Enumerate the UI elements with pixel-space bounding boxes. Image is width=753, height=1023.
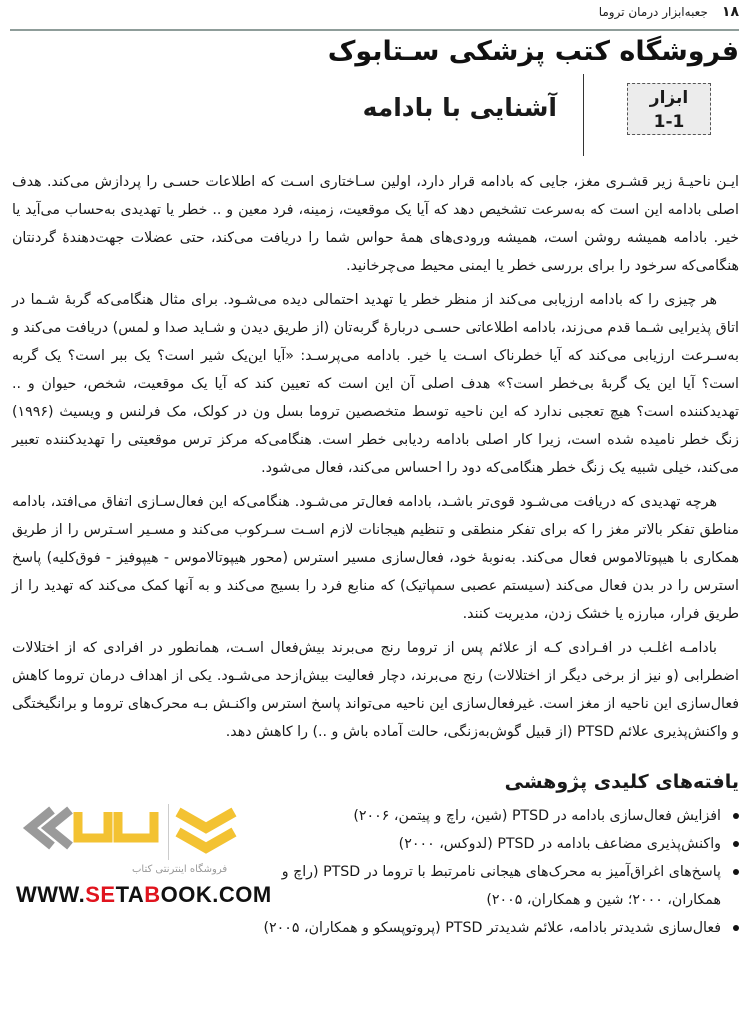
logo-url — [16, 882, 272, 908]
running-head — [599, 4, 739, 20]
setabook-logo-icon — [12, 802, 242, 862]
page-number: ۱۸ — [721, 4, 739, 20]
url-part: TA — [115, 882, 145, 907]
findings-heading: یافته‌های کلیدی پژوهشی — [504, 771, 739, 793]
divider — [583, 74, 584, 156]
tool-title: آشنایی با بادامه — [362, 93, 557, 122]
findings-list — [254, 802, 739, 942]
list-item: پاسخ‌های اغراق‌آمیز به محرک‌های هیجانی نامرتبط با تروما در PTSD (راچ و همکاران، ۲۰۰۰؛ شین و همکاران، ۲۰۰۵) — [254, 858, 721, 914]
watermark-logo — [12, 802, 272, 914]
findings-section — [12, 802, 739, 942]
paragraph-2: هر چیزی را که بادامه ارزیابی می‌کند از منظر خطر یا تهدید احتمالی دیده می‌شـود. برای مثال هنگامی‌که گربهٔ شـما در اتاق پذیرایی شـما قدم می‌زند، بادامه اطلاعاتی حسـی دربارهٔ گربه‌تان (از طریق دیدن و شـاید صدا و لمس) دریافت می‌کند و به‌سـرعت ارزیابی می‌کند که آیا خطرناک اسـت یا خیر. بادامه می‌پرسـد: «آیا این‌یک شیر است؟ یک ببر است؟ یک گربه است؟ آیا این یک گربهٔ بی‌خطر است؟» هدف اصلی آن این است که تعیین کند که آیا یک موقعیت، شخص، حیوان و .. تهدیدکننده است؟ هیچ تعجبی ندارد که این ناحیه توسط متخصصین تروما بسل ون در کولک، مک فرلنس و ویسیث (۱۹۹۶) زنگ خطر نامیده شده است، زیرا کار اصلی بادامه ردیابی خطر است. هنگامی‌که مرکز ترس موقعیتی را تهدیدکننده تعبیر می‌کند، خیلی شبیه یک زنگ خطر هنگامی‌که دود را احساس می‌کند، فعال می‌شود. — [12, 292, 739, 476]
paragraph-1: ایـن ناحیـهٔ زیر قشـری مغز، جایی که بادامه قرار دارد، اولین سـاختاری اسـت که اطلاعات حسـی را پردازش می‌کند. هدف اصلی بادامه این است که به‌سرعت تشخیص دهد که آیا یک موقعیت، زمینه، فرد معین و .. خطر یا تهدیدی به‌حساب می‌آید یا خیر. بادامه همیشه روشن است، همیشه ورودی‌های همهٔ حواس شما را دریافت می‌کند، حتی عضلات جهت‌دهندهٔ گردنتان هنگامی‌که سرخود را برای بررسی خطر یا ایمنی محیط می‌چرخانید. — [12, 174, 739, 274]
tool-number: 1-1 — [653, 112, 685, 132]
list-item: افزایش فعال‌سازی بادامه در PTSD (شین، راچ و پیتمن، ۲۰۰۶) — [254, 802, 721, 830]
list-item: واکنش‌پذیری مضاعف بادامه در PTSD (لدوکس، ۲۰۰۰) — [254, 830, 721, 858]
url-part: B — [144, 882, 161, 907]
url-part: SE — [85, 882, 116, 907]
tool-label: ابزار — [649, 88, 689, 108]
logo-tagline: فروشگاه اینترنتی کتاب — [132, 864, 228, 875]
url-part: WWW. — [16, 882, 86, 907]
book-title: جعبه‌ابزار درمان تروما — [598, 5, 708, 19]
header-rule — [10, 29, 739, 31]
paragraph-3: هرچه تهدیدی که دریافت می‌شـود قوی‌تر باشـد، بادامه فعال‌تر می‌شـود. هنگامی‌که این فعال‌سـازی اتفاق می‌افتد، بادامه مناطق تفکر بالاتر مغز را که برای تفکر منطقی و تنظیم هیجانات لازم اسـت سـرکوب می‌کند و مسـیر اسـترس را از طریق همکاری با هیپوتالاموس فعال می‌کند. به‌نوبهٔ خود، فعال‌سازی مسیر استرس (محور هیپوتالاموس - هیپوفیز - فوق‌کلیه) پاسخ استرس را در بدن فعال می‌کند (سیستم عصبی سمپاتیک) که منابع فرد را بسیج می‌کند و به آنها کمک می‌کند که تهدید را از طریق فرار، مبارزه یا خشک زدن، مدیریت کنند. — [12, 494, 739, 622]
main-content — [12, 168, 739, 942]
url-part: OOK.COM — [160, 882, 272, 907]
tool-box — [627, 83, 711, 135]
paragraph-4: بادامـه اغلـب در افـرادی کـه از علائم پس از تروما رنج می‌برند بیش‌فعال اسـت، همانطور در افرادی که از اختلالات اضطرابی (و نیز از برخی دیگر از اختلالات) رنج می‌برند، دچار فعالیت بیش‌ازحد می‌شـود. یکی از اهداف درمان تروما کاهش فعال‌سازی این ناحیه از مغز است. غیرفعال‌سازی این ناحیه می‌تواند پاسخ استرس واکنـش بـه محرک‌های تروما و برانگیختگی و واکنش‌پذیری علائم PTSD (از قبیل گوش‌به‌زنگی، حالت آماده باش و ..) را کاهش دهد. — [12, 640, 739, 740]
list-item: فعال‌سازی شدیدتر بادامه، علائم شدیدتر PTSD (پروتوپسکو و همکاران، ۲۰۰۵) — [254, 914, 721, 942]
watermark-title: فروشگاه کتب پزشکی سـتابوک — [327, 36, 739, 67]
